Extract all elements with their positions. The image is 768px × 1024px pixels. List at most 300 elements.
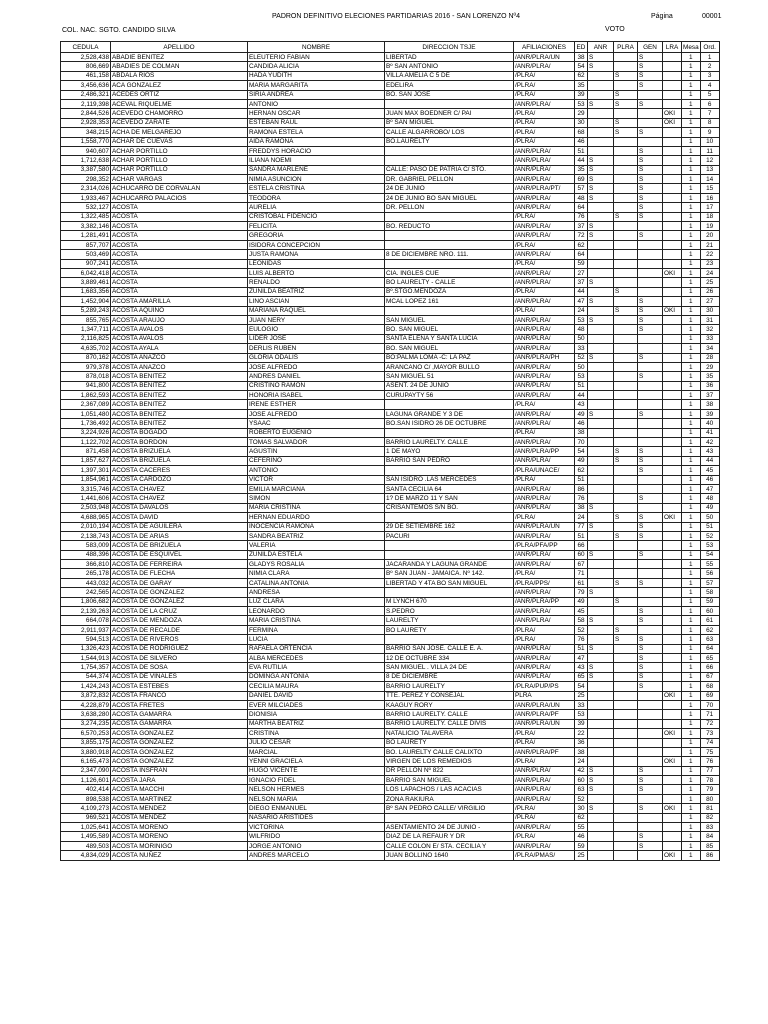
cell-cedula: 2,139,263 (61, 607, 111, 616)
cell-nombre: TOMAS SALVADOR (248, 438, 385, 447)
cell-gen: S (638, 682, 663, 691)
cell-cedula: 3,855,175 (61, 738, 111, 747)
cell-plra (614, 851, 638, 860)
cell-direccion: BO.LAURELTY (385, 137, 514, 146)
cell-nombre: DIEGO ENMANUEL (248, 804, 385, 813)
cell-plra (614, 747, 638, 756)
cell-plra (614, 719, 638, 728)
cell-afiliaciones: /PLRA/ (514, 90, 575, 99)
cell-lra (663, 531, 682, 540)
table-row (61, 137, 720, 146)
cell-apellido: ACHAR DE CUEVAS (111, 137, 248, 146)
cell-cedula: 265,178 (61, 569, 111, 578)
cell-nombre: RENALDO (248, 278, 385, 287)
cell-afiliaciones: /PLRA/PPS/ (514, 578, 575, 587)
cell-mesa: 1 (682, 268, 701, 277)
cell-anr (588, 71, 614, 80)
table-row (61, 118, 720, 127)
cell-lra (663, 231, 682, 240)
table-row (61, 165, 720, 174)
table-row (61, 325, 720, 334)
cell-gen: S (638, 804, 663, 813)
cell-apellido: ABADIE BENITEZ (111, 53, 248, 62)
cell-ed: 51 (575, 381, 588, 390)
cell-lra (663, 250, 682, 259)
cell-mesa: 1 (682, 447, 701, 456)
table-row (61, 757, 720, 766)
cell-gen: S (638, 672, 663, 681)
cell-lra (663, 484, 682, 493)
cell-apellido: ACOSTA MORENO (111, 823, 248, 832)
cell-lra (663, 560, 682, 569)
cell-nombre: NASARIO ARISTIDES (248, 813, 385, 822)
cell-nombre: ESTEBAN RAUL (248, 118, 385, 127)
cell-apellido: ACOSTA NUÑEZ (111, 851, 248, 860)
cell-lra (663, 823, 682, 832)
cell-anr (588, 757, 614, 766)
cell-mesa: 1 (682, 513, 701, 522)
cell-cedula: 1,452,904 (61, 297, 111, 306)
cell-cedula: 4,109,273 (61, 804, 111, 813)
cell-direccion: 8 DE DICIEMBRE (385, 672, 514, 681)
cell-plra (614, 240, 638, 249)
cell-mesa: 1 (682, 738, 701, 747)
cell-lra: OKI (663, 729, 682, 738)
cell-ed: 77 (575, 522, 588, 531)
cell-ed: 52 (575, 625, 588, 634)
cell-anr (588, 475, 614, 484)
cell-gen (638, 137, 663, 146)
cell-direccion: JUAN BOLLINO 1640 (385, 851, 514, 860)
cell-plra (614, 729, 638, 738)
col-cedula: CEDULA (61, 42, 111, 53)
cell-apellido: ACOSTA CACERES (111, 466, 248, 475)
cell-ord: 66 (700, 663, 719, 672)
cell-ord: 16 (700, 193, 719, 202)
cell-lra (663, 644, 682, 653)
cell-direccion (385, 813, 514, 822)
cell-ed: 49 (575, 409, 588, 418)
cell-nombre: HUGO VICENTE (248, 766, 385, 775)
cell-cedula: 4,834,029 (61, 851, 111, 860)
cell-nombre: RAFAELA ORTENCIA (248, 644, 385, 653)
cell-cedula: 1,441,606 (61, 494, 111, 503)
cell-anr: S (588, 53, 614, 62)
cell-direccion (385, 635, 514, 644)
cell-direccion: BARRIO SAN PEDRO (385, 456, 514, 465)
table-row (61, 287, 720, 296)
cell-afiliaciones: /ANR/PLRA/ (514, 785, 575, 794)
cell-direccion (385, 513, 514, 522)
cell-cedula: 583,009 (61, 541, 111, 550)
table-row (61, 672, 720, 681)
cell-afiliaciones: /ANR/PLRA/ (514, 841, 575, 850)
cell-plra (614, 682, 638, 691)
cell-anr (588, 719, 614, 728)
cell-mesa: 1 (682, 53, 701, 62)
table-row (61, 569, 720, 578)
cell-ed: 27 (575, 268, 588, 277)
cell-anr (588, 447, 614, 456)
cell-anr: S (588, 522, 614, 531)
cell-ord: 83 (700, 823, 719, 832)
cell-direccion (385, 306, 514, 315)
cell-afiliaciones: /PLRA/PMAS/ (514, 851, 575, 860)
cell-gen (638, 222, 663, 231)
cell-afiliaciones: /PLRA/ (514, 804, 575, 813)
cell-direccion: BARRIO LAURELTY. CALLE (385, 438, 514, 447)
cell-apellido: ACOSTA DE ARIAS (111, 531, 248, 540)
cell-mesa: 1 (682, 607, 701, 616)
cell-mesa: 1 (682, 419, 701, 428)
cell-nombre: SIMON (248, 494, 385, 503)
cell-apellido: ACOSTA DE MENDOZA (111, 616, 248, 625)
cell-plra (614, 250, 638, 259)
table-row (61, 644, 720, 653)
cell-cedula: 1,281,491 (61, 231, 111, 240)
cell-lra (663, 146, 682, 155)
cell-plra (614, 231, 638, 240)
cell-apellido: ACOSTA DE VIÑALES (111, 672, 248, 681)
cell-ed: 35 (575, 81, 588, 90)
cell-anr (588, 466, 614, 475)
cell-mesa: 1 (682, 278, 701, 287)
cell-cedula: 2,928,353 (61, 118, 111, 127)
cell-mesa: 1 (682, 550, 701, 559)
cell-lra (663, 193, 682, 202)
cell-lra (663, 419, 682, 428)
cell-apellido: ACOSTA DE SOSA (111, 663, 248, 672)
cell-ord: 3 (700, 71, 719, 80)
cell-mesa: 1 (682, 362, 701, 371)
cell-plra: S (614, 118, 638, 127)
cell-ed: 24 (575, 757, 588, 766)
cell-ed: 38 (575, 503, 588, 512)
table-row (61, 813, 720, 822)
cell-gen (638, 484, 663, 493)
cell-lra (663, 165, 682, 174)
cell-plra (614, 222, 638, 231)
cell-ord: 82 (700, 813, 719, 822)
cell-apellido: ACOSTA DE GARAY (111, 578, 248, 587)
cell-ed: 36 (575, 738, 588, 747)
cell-gen: S (638, 156, 663, 165)
cell-plra (614, 428, 638, 437)
cell-cedula: 503,469 (61, 250, 111, 259)
cell-afiliaciones: /ANR/PLRA/ (514, 663, 575, 672)
cell-afiliaciones: /ANR/PLRA/UN (514, 53, 575, 62)
cell-lra (663, 794, 682, 803)
cell-mesa: 1 (682, 156, 701, 165)
cell-anr: S (588, 278, 614, 287)
cell-mesa: 1 (682, 381, 701, 390)
cell-ed: 48 (575, 193, 588, 202)
cell-mesa: 1 (682, 475, 701, 484)
cell-mesa: 1 (682, 541, 701, 550)
cell-apellido: ACOSTA DE BRIZUELA (111, 541, 248, 550)
cell-plra (614, 372, 638, 381)
cell-plra (614, 541, 638, 550)
cell-gen: S (638, 315, 663, 324)
cell-mesa: 1 (682, 804, 701, 813)
table-row (61, 625, 720, 634)
cell-anr (588, 128, 614, 137)
table-row (61, 175, 720, 184)
cell-nombre: YSAAC (248, 419, 385, 428)
cell-ed: 65 (575, 672, 588, 681)
cell-lra (663, 456, 682, 465)
cell-plra (614, 503, 638, 512)
cell-nombre: HERNAN EDUARDO (248, 513, 385, 522)
cell-lra (663, 475, 682, 484)
cell-gen (638, 240, 663, 249)
cell-plra: S (614, 625, 638, 634)
table-row (61, 184, 720, 193)
cell-cedula: 3,382,146 (61, 222, 111, 231)
cell-anr (588, 841, 614, 850)
cell-mesa: 1 (682, 90, 701, 99)
col-lra: LRA (663, 42, 682, 53)
cell-nombre: LUIS ALBERTO (248, 268, 385, 277)
cell-cedula: 6,042,418 (61, 268, 111, 277)
cell-afiliaciones: /ANR/PLRA/ (514, 438, 575, 447)
cell-mesa: 1 (682, 297, 701, 306)
cell-direccion: 24 DE JUNIO (385, 184, 514, 193)
page-label: Página (651, 13, 673, 20)
table-row (61, 353, 720, 362)
cell-anr (588, 372, 614, 381)
cell-direccion: Bº SAN PEDRO CALLE/ VIRGILIO (385, 804, 514, 813)
cell-lra (663, 841, 682, 850)
cell-gen (638, 250, 663, 259)
cell-afiliaciones: /ANR/PLRA/ (514, 776, 575, 785)
table-row (61, 794, 720, 803)
cell-nombre: JOSE ALFREDO (248, 409, 385, 418)
cell-ord: 46 (700, 475, 719, 484)
cell-direccion (385, 231, 514, 240)
cell-anr (588, 654, 614, 663)
cell-gen (638, 813, 663, 822)
cell-afiliaciones: /PLRA/ (514, 757, 575, 766)
cell-nombre: ESTELA CRISTINA (248, 184, 385, 193)
cell-afiliaciones: /ANR/PLRA/PH (514, 353, 575, 362)
voto-label: VOTO (605, 26, 625, 33)
table-row (61, 776, 720, 785)
cell-cedula: 1,126,601 (61, 776, 111, 785)
cell-afiliaciones: /ANR/PLRA/PP (514, 597, 575, 606)
cell-anr (588, 391, 614, 400)
cell-ord: 37 (700, 391, 719, 400)
cell-plra (614, 823, 638, 832)
cell-ed: 35 (575, 165, 588, 174)
cell-gen: S (638, 306, 663, 315)
cell-cedula: 544,374 (61, 672, 111, 681)
cell-apellido: ACOSTA BRIZUELA (111, 456, 248, 465)
cell-afiliaciones: /ANR/PLRA/ (514, 494, 575, 503)
cell-apellido: ACOSTA ANAZCO (111, 362, 248, 371)
cell-cedula: 1,122,702 (61, 438, 111, 447)
cell-mesa: 1 (682, 776, 701, 785)
cell-mesa: 1 (682, 560, 701, 569)
cell-gen: S (638, 175, 663, 184)
table-row (61, 344, 720, 353)
cell-cedula: 2,844,526 (61, 109, 111, 118)
cell-afiliaciones: /ANR/PLRA/ (514, 372, 575, 381)
cell-plra (614, 81, 638, 90)
cell-afiliaciones: /PLRA/PUP/PS (514, 682, 575, 691)
cell-anr (588, 334, 614, 343)
cell-cedula: 2,116,825 (61, 334, 111, 343)
table-row (61, 550, 720, 559)
cell-anr: S (588, 409, 614, 418)
cell-nombre: ZUNILDA BEATRIZ (248, 287, 385, 296)
cell-cedula: 907,241 (61, 259, 111, 268)
cell-lra (663, 494, 682, 503)
cell-anr (588, 513, 614, 522)
table-row (61, 785, 720, 794)
cell-nombre: JULIO CESAR (248, 738, 385, 747)
cell-plra (614, 484, 638, 493)
cell-lra (663, 785, 682, 794)
cell-cedula: 2,314,026 (61, 184, 111, 193)
cell-ord: 29 (700, 362, 719, 371)
cell-mesa: 1 (682, 588, 701, 597)
cell-plra (614, 62, 638, 71)
cell-apellido: ACOSTA DE RECALDE (111, 625, 248, 634)
cell-gen: S (638, 99, 663, 108)
cell-ord: 61 (700, 616, 719, 625)
cell-ed: 39 (575, 719, 588, 728)
cell-lra (663, 184, 682, 193)
table-row (61, 484, 720, 493)
cell-ord: 2 (700, 62, 719, 71)
cell-cedula: 1,495,589 (61, 832, 111, 841)
cell-ed: 64 (575, 203, 588, 212)
cell-ord: 72 (700, 719, 719, 728)
cell-plra (614, 813, 638, 822)
cell-afiliaciones: /PLRA/ (514, 128, 575, 137)
table-row (61, 475, 720, 484)
cell-gen (638, 381, 663, 390)
cell-ord: 85 (700, 841, 719, 850)
cell-afiliaciones: /ANR/PLRA/PF (514, 747, 575, 756)
cell-direccion: BO LAURETY (385, 738, 514, 747)
cell-mesa: 1 (682, 484, 701, 493)
cell-gen: S (638, 785, 663, 794)
cell-lra (663, 747, 682, 756)
cell-plra (614, 109, 638, 118)
cell-ord: 77 (700, 766, 719, 775)
cell-direccion (385, 400, 514, 409)
cell-ord: 14 (700, 175, 719, 184)
cell-ed: 30 (575, 804, 588, 813)
cell-nombre: DOMINGA ANTONIA (248, 672, 385, 681)
cell-cedula: 4,228,879 (61, 700, 111, 709)
cell-anr: S (588, 99, 614, 108)
cell-nombre: NIMIA CLARA (248, 569, 385, 578)
cell-plra: S (614, 99, 638, 108)
cell-plra (614, 268, 638, 277)
cell-gen: S (638, 635, 663, 644)
cell-plra (614, 700, 638, 709)
cell-ord: 80 (700, 794, 719, 803)
cell-plra (614, 362, 638, 371)
cell-ed: 52 (575, 794, 588, 803)
cell-afiliaciones: /ANR/PLRA/PT/ (514, 184, 575, 193)
cell-nombre: MARTHA BEATRIZ (248, 719, 385, 728)
cell-plra: S (614, 71, 638, 80)
cell-mesa: 1 (682, 710, 701, 719)
cell-afiliaciones: /PLRA/ (514, 475, 575, 484)
cell-ed: 37 (575, 278, 588, 287)
cell-nombre: FERMINA (248, 625, 385, 634)
cell-afiliaciones: /ANR/PLRA/ (514, 165, 575, 174)
cell-ord: 35 (700, 372, 719, 381)
cell-gen (638, 541, 663, 550)
cell-cedula: 1,397,301 (61, 466, 111, 475)
cell-lra (663, 654, 682, 663)
cell-ord: 11 (700, 146, 719, 155)
cell-lra: OKI (663, 757, 682, 766)
cell-nombre: ANDRES MARCELO (248, 851, 385, 860)
cell-apellido: ACOSTA GONZALEZ (111, 757, 248, 766)
cell-cedula: 2,528,438 (61, 53, 111, 62)
cell-afiliaciones: /ANR/PLRA/PP (514, 447, 575, 456)
cell-anr (588, 823, 614, 832)
cell-ord: 6 (700, 99, 719, 108)
cell-ed: 76 (575, 212, 588, 221)
cell-lra (663, 156, 682, 165)
cell-apellido: ACOSTA DE RIVEROS (111, 635, 248, 644)
cell-lra (663, 578, 682, 587)
cell-apellido: ACOSTA AVALOS (111, 334, 248, 343)
cell-mesa: 1 (682, 456, 701, 465)
cell-gen (638, 729, 663, 738)
cell-apellido: ACOSTA AMARILLA (111, 297, 248, 306)
cell-lra: OKI (663, 109, 682, 118)
cell-gen (638, 700, 663, 709)
cell-mesa: 1 (682, 400, 701, 409)
cell-nombre: DANIEL DAVID (248, 691, 385, 700)
cell-cedula: 1,683,356 (61, 287, 111, 296)
table-row (61, 419, 720, 428)
cell-ord: 47 (700, 484, 719, 493)
cell-afiliaciones: /PLRA/ (514, 71, 575, 80)
cell-cedula: 857,707 (61, 240, 111, 249)
cell-lra (663, 832, 682, 841)
cell-apellido: ACOSTA MACCHI (111, 785, 248, 794)
table-row (61, 531, 720, 540)
cell-ord: 64 (700, 644, 719, 653)
cell-afiliaciones: /ANR/PLRA/ (514, 419, 575, 428)
cell-plra (614, 766, 638, 775)
cell-apellido: ACEDES ORTIZ (111, 90, 248, 99)
cell-ed: 38 (575, 53, 588, 62)
cell-anr (588, 747, 614, 756)
cell-lra (663, 541, 682, 550)
table-row (61, 635, 720, 644)
cell-apellido: ACOSTA DE ESQUIVEL (111, 550, 248, 559)
cell-ed: 54 (575, 62, 588, 71)
cell-lra (663, 259, 682, 268)
cell-gen: S (638, 409, 663, 418)
cell-cedula: 3,889,461 (61, 278, 111, 287)
cell-mesa: 1 (682, 682, 701, 691)
cell-anr: S (588, 297, 614, 306)
cell-plra: S (614, 635, 638, 644)
cell-anr: S (588, 503, 614, 512)
cell-mesa: 1 (682, 109, 701, 118)
